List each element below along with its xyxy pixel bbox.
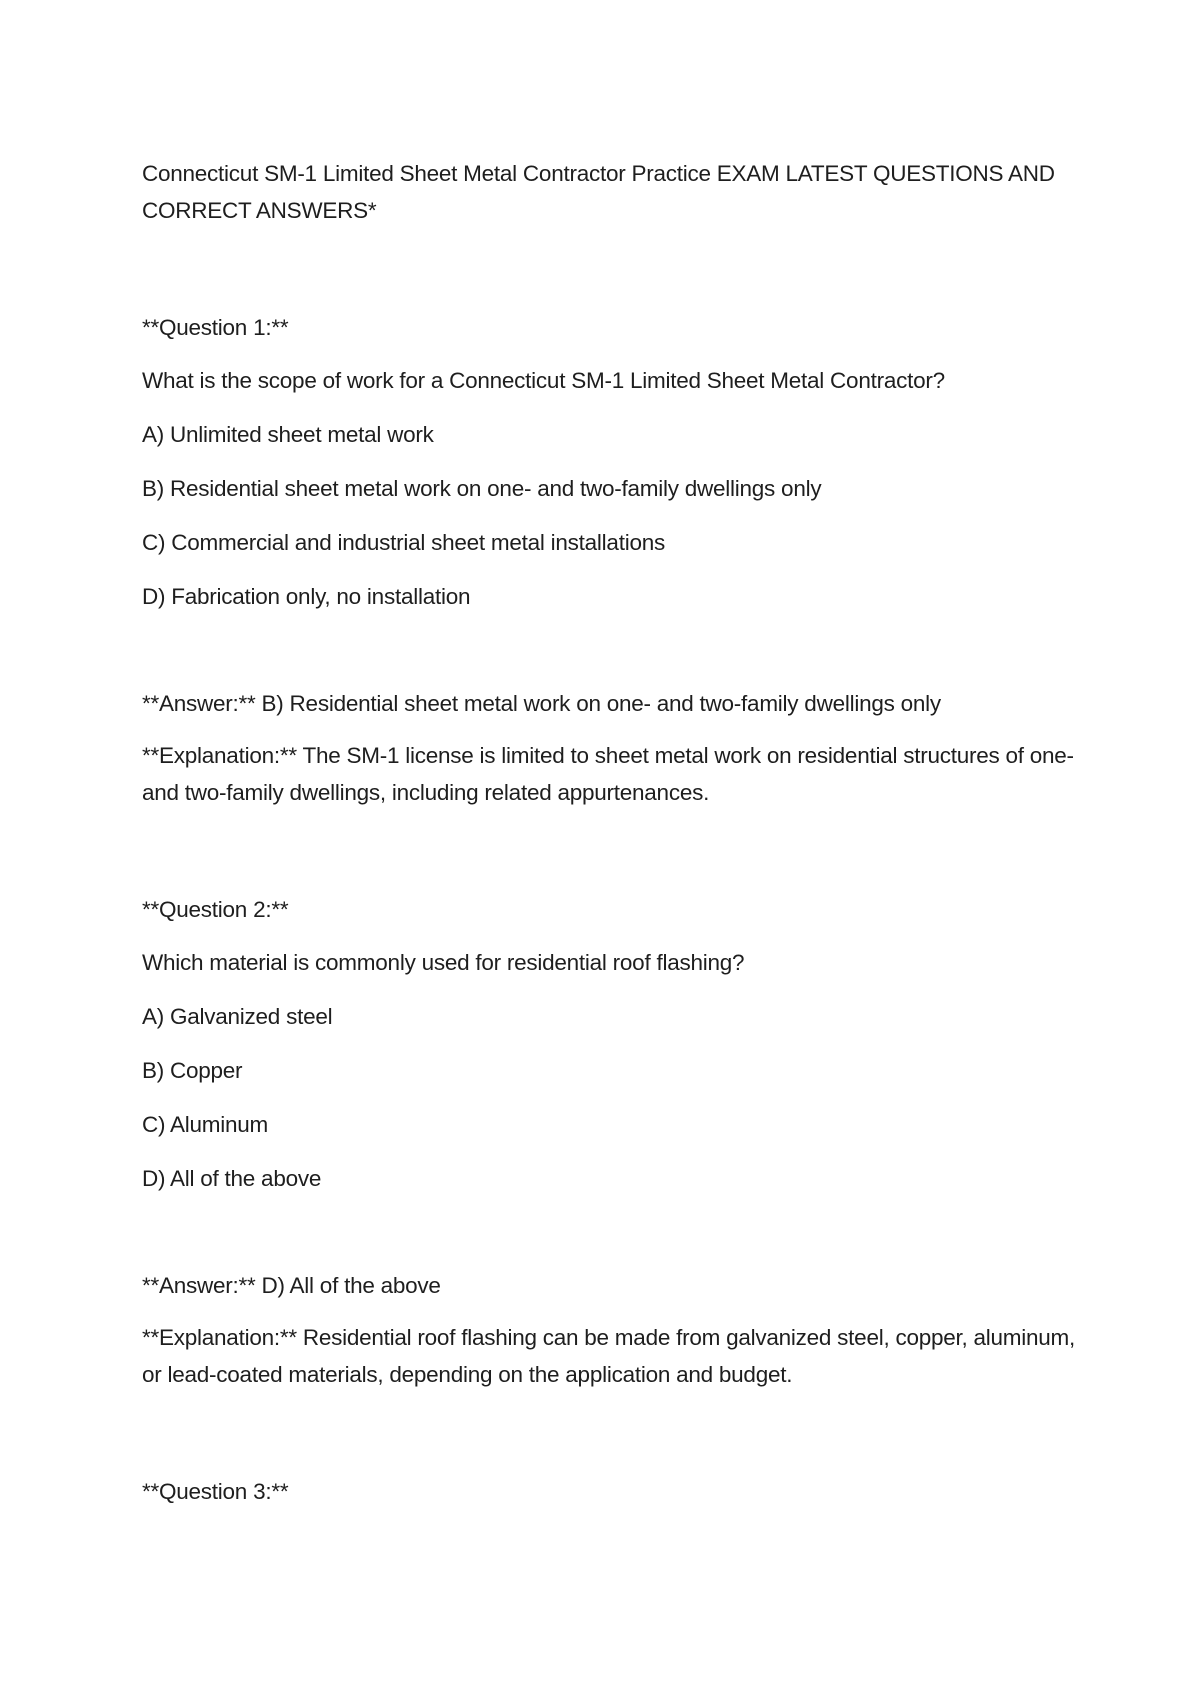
question-1 bbox=[142, 309, 1082, 811]
answer-option: A) Unlimited sheet metal work bbox=[142, 422, 434, 447]
correct-answer: **Answer:** D) All of the above bbox=[142, 1273, 441, 1298]
document-title: Connecticut SM-1 Limited Sheet Metal Contractor Practice EXAM LATEST QUESTIONS AND CORRECT ANSWERS* bbox=[142, 161, 1055, 223]
question-2 bbox=[142, 891, 1082, 1393]
answer-option: D) Fabrication only, no installation bbox=[142, 584, 471, 609]
answer-explanation: **Explanation:** Residential roof flashing can be made from galvanized steel, copper, aluminum, or lead-coated materials, depending on the application and budget. bbox=[142, 1325, 1076, 1387]
question-text: What is the scope of work for a Connecticut SM-1 Limited Sheet Metal Contractor? bbox=[142, 368, 945, 393]
document-body bbox=[142, 155, 1082, 1526]
question-heading: **Question 2:** bbox=[142, 897, 289, 922]
answer-option: D) All of the above bbox=[142, 1166, 322, 1191]
answer-option: C) Commercial and industrial sheet metal installations bbox=[142, 530, 665, 555]
answer-option: B) Copper bbox=[142, 1058, 243, 1083]
question-text: Which material is commonly used for residential roof flashing? bbox=[142, 950, 745, 975]
question-3 bbox=[142, 1473, 1082, 1510]
answer-option: C) Aluminum bbox=[142, 1112, 269, 1137]
correct-answer: **Answer:** B) Residential sheet metal work on one- and two-family dwellings only bbox=[142, 691, 941, 716]
question-heading: **Question 1:** bbox=[142, 315, 289, 340]
answer-option: A) Galvanized steel bbox=[142, 1004, 333, 1029]
answer-option: B) Residential sheet metal work on one- and two-family dwellings only bbox=[142, 476, 822, 501]
question-heading: **Question 3:** bbox=[142, 1479, 289, 1504]
answer-explanation: **Explanation:** The SM-1 license is limited to sheet metal work on residential structures of one- and two-family dwellings, including related appurtenances. bbox=[142, 743, 1074, 805]
